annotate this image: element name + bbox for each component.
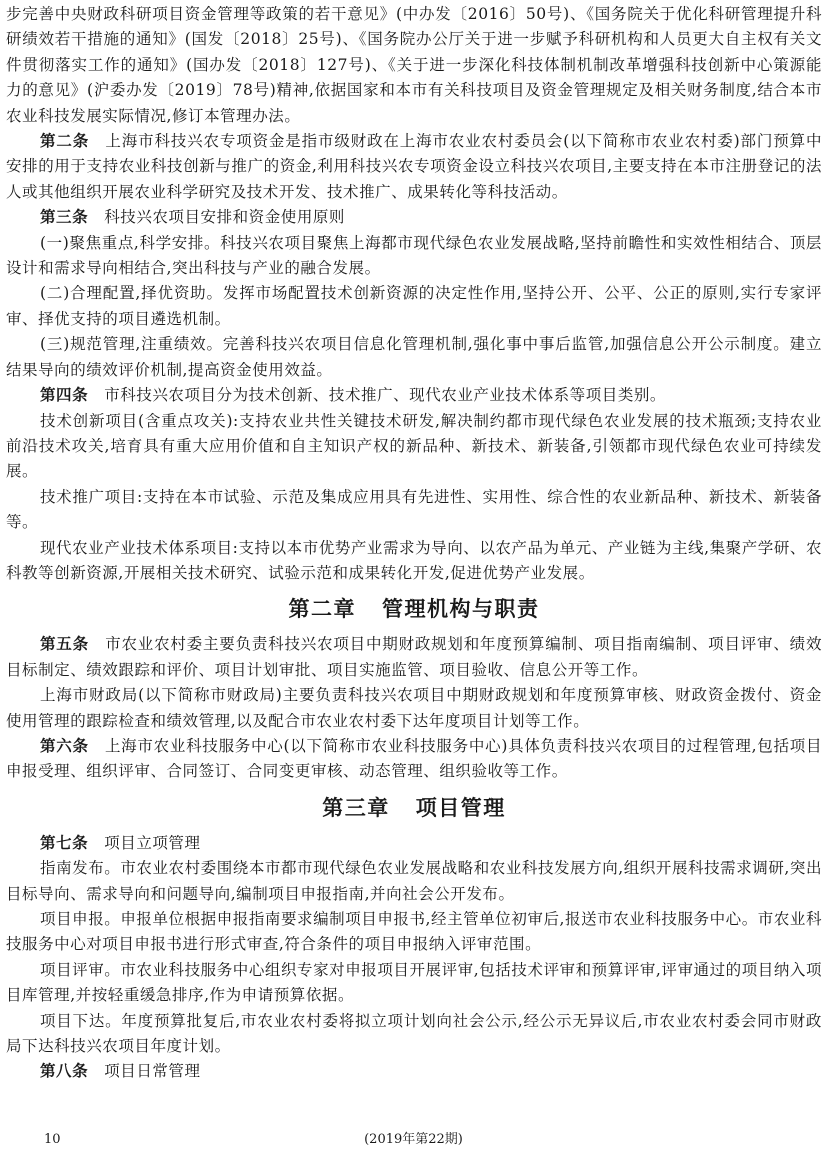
article-number: 第六条 [40,736,89,755]
paragraph-text: 项目日常管理 [104,1062,201,1081]
article-number: 第三条 [40,208,89,227]
chapter-number: 第三章 [322,795,390,820]
chapter-heading [6,586,822,632]
body-paragraph [6,1009,822,1060]
body-paragraph [6,1059,822,1084]
body-paragraph [6,856,822,907]
paragraph-text: 市农业农村委主要负责科技兴农项目中期财政规划和年度预算编制、项目指南编制、项目评审、绩效目标制定、绩效跟踪和评价、项目计划审批、项目实施监管、项目验收、信息公开等工作。 [6,635,822,679]
body-paragraph [6,205,822,230]
paragraph-text: 科技兴农项目安排和资金使用原则 [104,208,345,227]
issue-label: (2019年第22期) [364,1132,463,1147]
paragraph-text: 项目立项管理 [104,833,201,852]
body-paragraph [6,2,822,129]
paragraph-text: 项目申报。申报单位根据申报指南要求编制项目申报书,经主管单位初审后,报送市农业科技服务中心。市农业科技服务中心对项目申报书进行形式审查,符合条件的项目申报纳入评审范围。 [6,910,822,954]
paragraph-text: 上海市财政局(以下简称市财政局)主要负责科技兴农项目中期财政规划和年度预算审核、财政资金拨付、资金使用管理的跟踪检查和绩效管理,以及配合市农业农村委下达年度项目计划等工作。 [6,686,822,730]
paragraph-text: 步完善中央财政科研项目资金管理等政策的若干意见》(中办发〔2016〕50号)、《国务院关于优化科研管理提升科研绩效若干措施的通知》(国发〔2018〕25号)、《国务院办公厅关于进一步赋予科研机构和人员更大自主权有关文件贯彻落实工作的通知》(国办发〔2018〕127号)、《关于进一步深化科技体制机制改革增强科技创新中心策源能力的意见》(沪委办发〔2019〕78号)精神,依据国家和本市有关科技项目及资金管理规定及相关财务制度,结合本市农业科技发展实际情况,修订本管理办法。 [6,5,822,125]
paragraph-text: 项目评审。市农业科技服务中心组织专家对申报项目开展评审,包括技术评审和预算评审,评审通过的项目纳入项目库管理,并按轻重缓急排序,作为申请预算依据。 [6,960,822,1005]
paragraph-text: 现代农业产业技术体系项目:支持以本市优势产业需求为导向、以农产品为单元、产业链为主线,集聚产学研、农科教等创新资源,开展相关技术研究、试验示范和成果转化开发,促进优势产业发展。 [6,538,822,582]
paragraph-text: 市科技兴农项目分为技术创新、技术推广、现代农业产业技术体系等项目类别。 [104,386,666,405]
body-paragraph [6,485,822,536]
paragraph-text: 技术创新项目(含重点攻关):支持农业共性关键技术研发,解决制约都市现代绿色农业发展的技术瓶颈;支持农业前沿技术攻关,培育具有重大应用价值和自主知识产权的新品种、新技术、新装备,引领都市现代绿色农业可持续发展。 [6,411,822,481]
paragraph-text: 上海市科技兴农专项资金是指市级财政在上海市农业农村委员会(以下简称市农业农村委)部门预算中安排的用于支持农业科技创新与推广的资金,利用科技兴农专项资金设立科技兴农项目,主要支持在本市注册登记的法人或其他组织开展农业科学研究及技术开发、技术推广、成果转化等科技活动。 [6,132,822,201]
paragraph-text: 技术推广项目:支持在本市试验、示范及集成应用具有先进性、实用性、综合性的农业新品种、新技术、新装备等。 [6,487,822,532]
body-paragraph [6,409,822,485]
body-paragraph [6,536,822,587]
paragraph-text: 项目下达。年度预算批复后,市农业农村委将拟立项计划向社会公示,经公示无异议后,市农业农村委会同市财政局下达科技兴农项目年度计划。 [6,1011,822,1056]
document-body [6,2,822,1085]
body-paragraph [6,831,822,856]
paragraph-text: 上海市农业科技服务中心(以下简称市农业科技服务中心)具体负责科技兴农项目的过程管理,包括项目申报受理、组织评审、合同签订、合同变更审核、动态管理、组织验收等工作。 [6,736,822,781]
body-paragraph [6,907,822,958]
chapter-number: 第二章 [288,597,356,622]
paragraph-text: (一)聚焦重点,科学安排。科技兴农项目聚焦上海都市现代绿色农业发展战略,坚持前瞻性和实效性相结合、顶层设计和需求导向相结合,突出科技与产业的融合发展。 [6,233,822,278]
body-paragraph [6,231,822,282]
body-paragraph [6,383,822,408]
article-number: 第八条 [40,1062,89,1081]
page-number: 10 [44,1132,61,1147]
body-paragraph [6,332,822,383]
body-paragraph [6,683,822,734]
chapter-heading [6,785,822,831]
body-paragraph [6,958,822,1009]
chapter-title: 管理机构与职责 [382,597,540,622]
section-chapter-1-tail [6,2,822,586]
chapter-title: 项目管理 [415,795,506,820]
body-paragraph [6,281,822,332]
article-number: 第四条 [40,386,89,405]
article-number: 第二条 [40,132,90,151]
body-paragraph [6,734,822,785]
section-chapter-3 [6,831,822,1085]
body-paragraph [6,632,822,683]
body-paragraph [6,129,822,205]
article-number: 第七条 [40,833,89,852]
paragraph-text: 指南发布。市农业农村委围绕本市都市现代绿色农业发展战略和农业科技发展方向,组织开展科技需求调研,突出目标导向、需求导向和问题导向,编制项目申报指南,并向社会公开发布。 [6,859,822,903]
paragraph-text: (三)规范管理,注重绩效。完善科技兴农项目信息化管理机制,强化事中事后监管,加强信息公开公示制度。建立结果导向的绩效评价机制,提高资金使用效益。 [6,335,822,379]
paragraph-text: (二)合理配置,择优资助。发挥市场配置技术创新资源的决定性作用,坚持公开、公平、公正的原则,实行专家评审、择优支持的项目遴选机制。 [6,284,822,328]
page-footer [0,1128,827,1152]
section-chapter-2 [6,632,822,784]
article-number: 第五条 [40,635,89,654]
